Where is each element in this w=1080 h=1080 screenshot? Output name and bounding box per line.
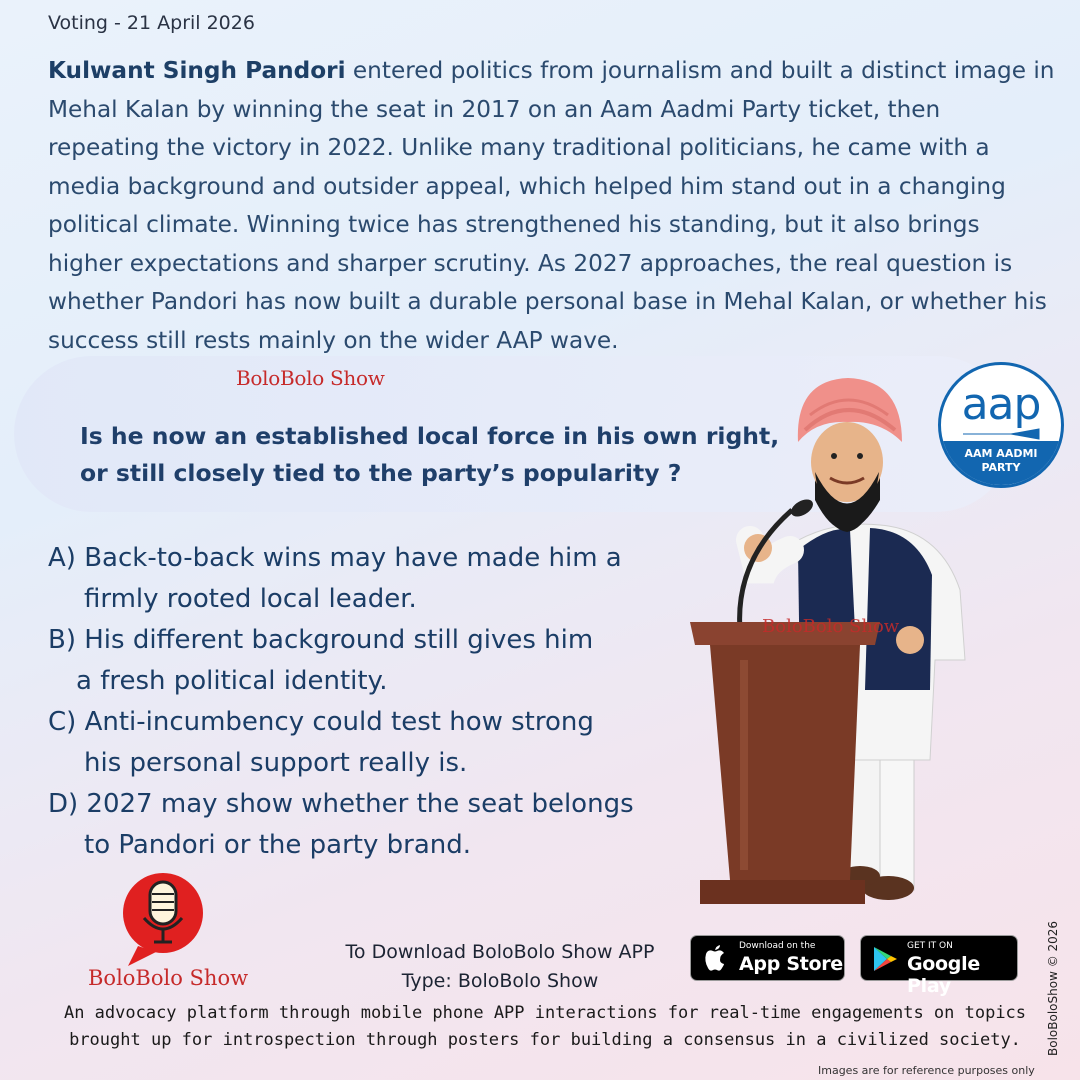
app-store-large-text: App Store <box>739 953 843 975</box>
option-a[interactable] <box>48 538 688 620</box>
microphone-icon <box>118 868 208 968</box>
image-disclaimer: Images are for reference purposes only <box>818 1064 1035 1077</box>
question-line-1: Is he now an established local force in his own right, <box>80 422 780 450</box>
tagline-line-2: brought up for introspection through posters for building a consensus in a civilized society. <box>69 1030 1021 1050</box>
aap-logo-band <box>941 441 1061 485</box>
option-c-line-1: C) Anti-incumbency could test how strong <box>48 707 594 737</box>
option-d-line-1: D) 2027 may show whether the seat belongs <box>48 789 634 819</box>
option-b-line-2: a fresh political identity. <box>76 666 388 696</box>
aap-logo-word: aap <box>961 379 1041 430</box>
intro-text: entered politics from journalism and built a distinct image in Mehal Kalan by winning the seat in 2017 on an Aam Aadmi Party ticket, then repeating the victory in 2022. Unlike many traditional politicians, he came with a media background and outsider appeal, which helped him stand out in a changing political climate. Winning twice has strengthened his standing, but it also brings higher expectations and sharper scrutiny. As 2027 approaches, the real question is whether Pandori has now built a durable personal base in Mehal Kalan, or whether his success still rests mainly on the wider AAP wave. <box>48 57 1055 354</box>
option-d[interactable] <box>48 784 688 866</box>
google-play-large-text: Google Play <box>907 953 980 997</box>
intro-paragraph <box>48 52 1058 360</box>
option-b-line-1: B) His different background still gives him <box>48 625 594 655</box>
question-line-2: or still closely tied to the party’s popularity ? <box>80 459 682 487</box>
date-line: Voting - 21 April 2026 <box>48 12 255 34</box>
google-play-small-text: GET IT ON <box>907 941 953 951</box>
download-line-2: Type: BoloBolo Show <box>401 970 599 992</box>
politician-name: Kulwant Singh Pandori <box>48 57 346 84</box>
option-a-line-1: A) Back-to-back wins may have made him a <box>48 543 622 573</box>
apple-icon <box>703 945 727 973</box>
option-a-line-2: firmly rooted local leader. <box>84 584 417 614</box>
aap-band-line-2: PARTY <box>981 461 1021 474</box>
option-b[interactable] <box>48 620 688 702</box>
download-instructions <box>300 938 700 996</box>
platform-tagline <box>30 1000 1060 1054</box>
question-box-brand: BoloBolo Show <box>236 366 385 390</box>
footer-brand: BoloBolo Show <box>88 966 249 990</box>
google-play-icon <box>871 945 899 973</box>
download-line-1: To Download BoloBolo Show APP <box>345 941 655 963</box>
aap-band-line-1: AAM AADMI <box>964 447 1038 460</box>
app-store-button[interactable] <box>690 935 845 981</box>
google-play-button[interactable] <box>860 935 1018 997</box>
option-c[interactable] <box>48 702 688 784</box>
option-d-line-2: to Pandori or the party brand. <box>84 830 472 860</box>
tagline-line-1: An advocacy platform through mobile phone APP interactions for real-time engagements on topics <box>63 1003 1027 1023</box>
podium-watermark: BoloBolo Show <box>762 616 900 637</box>
poll-options <box>48 538 688 866</box>
aap-logo-icon <box>938 362 1064 488</box>
broom-icon <box>961 427 1041 441</box>
copyright-notice: BoloBoloShow © 2026 <box>1046 920 1060 1056</box>
option-c-line-2: his personal support really is. <box>84 748 468 778</box>
app-store-small-text: Download on the <box>739 941 816 951</box>
politician-podium-illustration <box>680 360 980 930</box>
